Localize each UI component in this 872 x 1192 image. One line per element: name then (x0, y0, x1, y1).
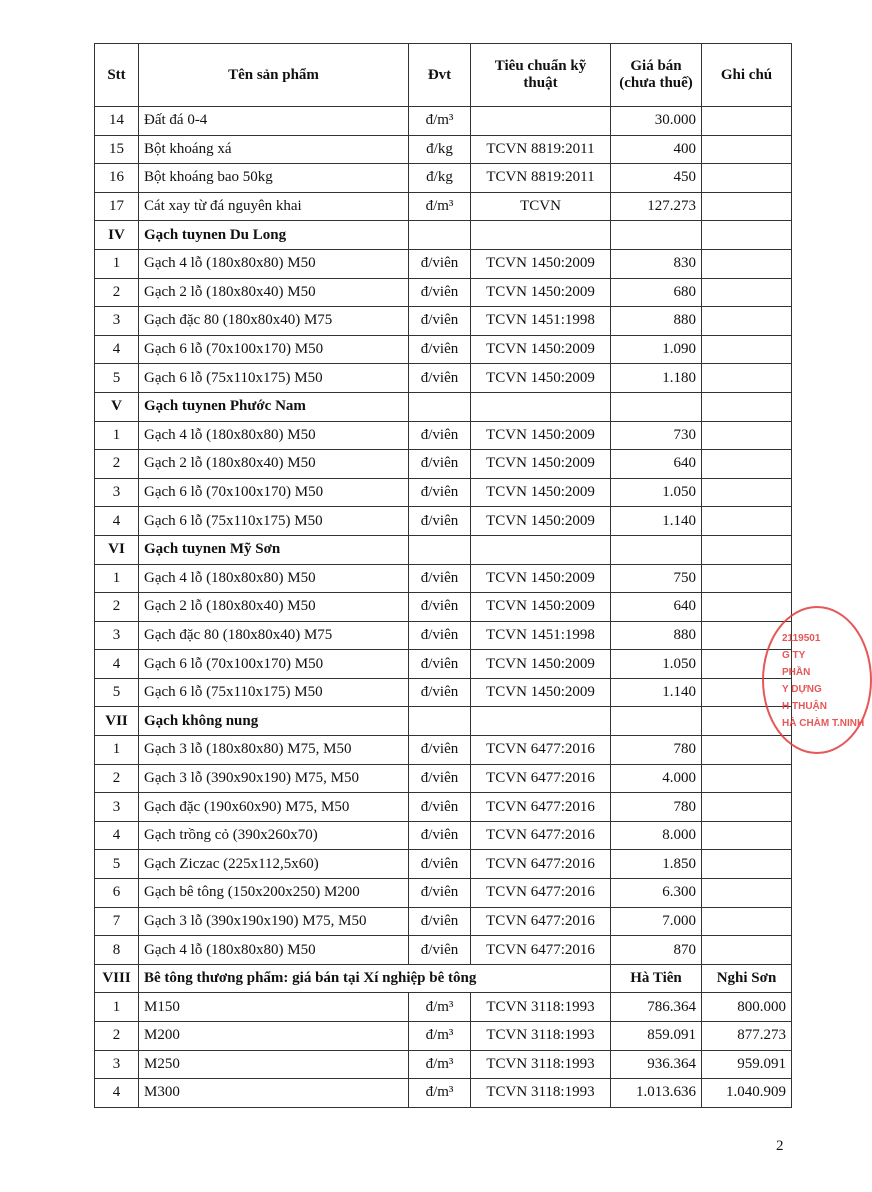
cell-standard: TCVN 1450:2009 (471, 678, 611, 707)
section-row (95, 392, 792, 421)
cell-standard: TCVN 8819:2011 (471, 164, 611, 193)
cell-product-name: Gạch bê tông (150x200x250) M200 (139, 879, 409, 908)
cell-unit: đ/viên (409, 249, 471, 278)
cell-standard: TCVN 1450:2009 (471, 507, 611, 536)
cell-unit: đ/viên (409, 307, 471, 336)
cell-unit: đ/m³ (409, 993, 471, 1022)
table-row (95, 621, 792, 650)
table-row (95, 850, 792, 879)
cell-product-name: Gạch đặc (190x60x90) M75, M50 (139, 793, 409, 822)
cell-price: 400 (611, 135, 702, 164)
cell-unit: đ/viên (409, 450, 471, 479)
table-row (95, 1050, 792, 1079)
cell-standard (471, 535, 611, 564)
cell-standard: TCVN 1450:2009 (471, 478, 611, 507)
cell-standard: TCVN 1450:2009 (471, 278, 611, 307)
table-row (95, 564, 792, 593)
cell-note (702, 764, 792, 793)
cell-price: 640 (611, 450, 702, 479)
cell-stt: 4 (95, 335, 139, 364)
cell-standard: TCVN 1450:2009 (471, 564, 611, 593)
cell-note (702, 850, 792, 879)
cell-price: 1.090 (611, 335, 702, 364)
cell-product-name: Gạch tuynen Phước Nam (139, 392, 409, 421)
cell-note: 800.000 (702, 993, 792, 1022)
cell-standard: TCVN 1450:2009 (471, 364, 611, 393)
cell-product-name: Gạch đặc 80 (180x80x40) M75 (139, 307, 409, 336)
cell-standard: TCVN 3118:1993 (471, 1022, 611, 1051)
cell-product-name: Gạch trồng cỏ (390x260x70) (139, 821, 409, 850)
cell-price: 830 (611, 249, 702, 278)
cell-unit: đ/viên (409, 907, 471, 936)
cell-stt: 2 (95, 593, 139, 622)
cell-product-name: M150 (139, 993, 409, 1022)
cell-product-name: Gạch 6 lỗ (75x110x175) M50 (139, 364, 409, 393)
cell-product-name: Gạch 2 lỗ (180x80x40) M50 (139, 278, 409, 307)
cell-product-name: Gạch 4 lỗ (180x80x80) M50 (139, 936, 409, 965)
cell-note (702, 450, 792, 479)
cell-unit: đ/viên (409, 793, 471, 822)
cell-stt: 8 (95, 936, 139, 965)
cell-standard: TCVN 1451:1998 (471, 307, 611, 336)
cell-product-name: Gạch không nung (139, 707, 409, 736)
cell-standard: TCVN (471, 192, 611, 221)
cell-price (611, 392, 702, 421)
table-row (95, 164, 792, 193)
cell-price: 1.180 (611, 364, 702, 393)
cell-product-name: Gạch tuynen Du Long (139, 221, 409, 250)
stamp-line: G TY (782, 650, 806, 661)
cell-stt: IV (95, 221, 139, 250)
cell-stt: 1 (95, 993, 139, 1022)
table-row (95, 364, 792, 393)
table-row (95, 107, 792, 136)
cell-note (702, 421, 792, 450)
cell-stt: 6 (95, 879, 139, 908)
cell-standard: TCVN 1451:1998 (471, 621, 611, 650)
cell-price: 8.000 (611, 821, 702, 850)
cell-price: 1.050 (611, 650, 702, 679)
cell-price: 1.013.636 (611, 1079, 702, 1108)
cell-price: 859.091 (611, 1022, 702, 1051)
cell-standard: TCVN 3118:1993 (471, 1050, 611, 1079)
cell-product-name: M300 (139, 1079, 409, 1108)
table-row (95, 764, 792, 793)
table-row (95, 793, 792, 822)
cell-note (702, 507, 792, 536)
table-body (95, 107, 792, 1108)
cell-price: 6.300 (611, 879, 702, 908)
cell-stt: 3 (95, 307, 139, 336)
table-row (95, 879, 792, 908)
cell-stt: 5 (95, 678, 139, 707)
cell-standard: TCVN 6477:2016 (471, 821, 611, 850)
cell-standard (471, 392, 611, 421)
cell-product-name: Gạch 2 lỗ (180x80x40) M50 (139, 593, 409, 622)
cell-price: 7.000 (611, 907, 702, 936)
cell-unit (409, 535, 471, 564)
cell-price: 30.000 (611, 107, 702, 136)
header-price: Giá bán (chưa thuế) (611, 44, 702, 107)
cell-price: 1.050 (611, 478, 702, 507)
cell-note: 877.273 (702, 1022, 792, 1051)
cell-stt: 5 (95, 850, 139, 879)
cell-stt: 1 (95, 736, 139, 765)
cell-unit: đ/viên (409, 564, 471, 593)
cell-unit: đ/viên (409, 936, 471, 965)
header-unit: Đvt (409, 44, 471, 107)
cell-unit: đ/m³ (409, 192, 471, 221)
cell-price: 880 (611, 307, 702, 336)
cell-note (702, 879, 792, 908)
table-row (95, 993, 792, 1022)
cell-note (702, 221, 792, 250)
cell-stt: 3 (95, 621, 139, 650)
cell-price: 936.364 (611, 1050, 702, 1079)
cell-unit (409, 707, 471, 736)
cell-unit: đ/viên (409, 507, 471, 536)
cell-product-name: Đất đá 0-4 (139, 107, 409, 136)
cell-product-name: Cát xay từ đá nguyên khai (139, 192, 409, 221)
table-row (95, 307, 792, 336)
cell-product-name: Gạch 3 lỗ (180x80x80) M75, M50 (139, 736, 409, 765)
cell-stt: VI (95, 535, 139, 564)
cell-stt: 16 (95, 164, 139, 193)
cell-unit: đ/viên (409, 736, 471, 765)
cell-price: 780 (611, 793, 702, 822)
cell-stt: 17 (95, 192, 139, 221)
cell-unit: đ/viên (409, 764, 471, 793)
cell-product-name: Gạch 6 lỗ (70x100x170) M50 (139, 650, 409, 679)
cell-stt: 4 (95, 507, 139, 536)
table-row (95, 335, 792, 364)
cell-stt: 1 (95, 564, 139, 593)
cell-standard: TCVN 1450:2009 (471, 650, 611, 679)
cell-note (702, 392, 792, 421)
table-row (95, 736, 792, 765)
cell-unit (409, 392, 471, 421)
cell-price (611, 535, 702, 564)
cell-stt: 4 (95, 650, 139, 679)
cell-standard (471, 107, 611, 136)
cell-stt: 2 (95, 450, 139, 479)
cell-product-name: Gạch 4 lỗ (180x80x80) M50 (139, 249, 409, 278)
cell-note (702, 192, 792, 221)
cell-price: 730 (611, 421, 702, 450)
cell-product-name: Gạch 6 lỗ (70x100x170) M50 (139, 478, 409, 507)
cell-stt: 3 (95, 478, 139, 507)
table-row (95, 936, 792, 965)
cell-stt: V (95, 392, 139, 421)
cell-stt: 2 (95, 278, 139, 307)
header-stt: Stt (95, 44, 139, 107)
cell-price (611, 707, 702, 736)
cell-standard: TCVN 6477:2016 (471, 850, 611, 879)
cell-product-name: Gạch 3 lỗ (390x190x190) M75, M50 (139, 907, 409, 936)
table-row (95, 249, 792, 278)
stamp-line: 2119501 (782, 633, 821, 644)
cell-price: 1.140 (611, 678, 702, 707)
cell-unit: đ/m³ (409, 1022, 471, 1051)
cell-price: 4.000 (611, 764, 702, 793)
cell-standard: TCVN 3118:1993 (471, 993, 611, 1022)
cell-standard: TCVN 1450:2009 (471, 450, 611, 479)
cell-product-name: M200 (139, 1022, 409, 1051)
cell-unit: đ/viên (409, 278, 471, 307)
stamp-line: HÀ CHÀM T.NINH (782, 718, 865, 729)
cell-product-name: Bột khoáng xá (139, 135, 409, 164)
cell-price: 640 (611, 593, 702, 622)
cell-price: Hà Tiên (611, 964, 702, 993)
section-row (95, 535, 792, 564)
cell-product-name: Gạch 3 lỗ (390x90x190) M75, M50 (139, 764, 409, 793)
cell-stt: 1 (95, 249, 139, 278)
cell-unit: đ/viên (409, 650, 471, 679)
cell-standard (471, 221, 611, 250)
price-table (94, 43, 792, 1108)
cell-price (611, 221, 702, 250)
cell-product-name: Bột khoáng bao 50kg (139, 164, 409, 193)
table-row (95, 192, 792, 221)
header-note: Ghi chú (702, 44, 792, 107)
cell-unit: đ/viên (409, 850, 471, 879)
cell-price: 880 (611, 621, 702, 650)
company-stamp (762, 606, 872, 754)
cell-note (702, 107, 792, 136)
cell-unit: đ/viên (409, 678, 471, 707)
cell-unit: đ/viên (409, 335, 471, 364)
table-row (95, 593, 792, 622)
cell-standard: TCVN 6477:2016 (471, 936, 611, 965)
cell-product-name: M250 (139, 1050, 409, 1079)
cell-price: 680 (611, 278, 702, 307)
cell-stt: 14 (95, 107, 139, 136)
cell-note: 1.040.909 (702, 1079, 792, 1108)
cell-product-name: Gạch 4 lỗ (180x80x80) M50 (139, 421, 409, 450)
cell-stt: 1 (95, 421, 139, 450)
cell-standard: TCVN 6477:2016 (471, 793, 611, 822)
cell-note: 959.091 (702, 1050, 792, 1079)
stamp-line: H THUẬN (782, 701, 827, 712)
cell-stt: 7 (95, 907, 139, 936)
cell-unit: đ/viên (409, 593, 471, 622)
cell-price: 780 (611, 736, 702, 765)
cell-note (702, 249, 792, 278)
cell-product-name: Gạch 4 lỗ (180x80x80) M50 (139, 564, 409, 593)
table-row (95, 678, 792, 707)
cell-standard: TCVN 8819:2011 (471, 135, 611, 164)
cell-stt: 2 (95, 1022, 139, 1051)
section-row (95, 707, 792, 736)
cell-standard: TCVN 3118:1993 (471, 1079, 611, 1108)
cell-note (702, 364, 792, 393)
page-number: 2 (776, 1138, 784, 1154)
cell-note (702, 736, 792, 765)
table-row (95, 1079, 792, 1108)
cell-unit: đ/kg (409, 135, 471, 164)
cell-standard (471, 707, 611, 736)
cell-stt: 3 (95, 1050, 139, 1079)
cell-price: 750 (611, 564, 702, 593)
section-row (95, 221, 792, 250)
cell-product-name: Gạch 6 lỗ (70x100x170) M50 (139, 335, 409, 364)
table-row (95, 135, 792, 164)
cell-unit: đ/viên (409, 879, 471, 908)
cell-product-name: Gạch 6 lỗ (75x110x175) M50 (139, 507, 409, 536)
cell-stt: 4 (95, 1079, 139, 1108)
table-header-row (95, 44, 792, 107)
stamp-line: PHẦN (782, 667, 811, 678)
cell-unit: đ/viên (409, 478, 471, 507)
cell-note (702, 164, 792, 193)
table-row (95, 421, 792, 450)
cell-note (702, 478, 792, 507)
cell-stt: 4 (95, 821, 139, 850)
cell-standard: TCVN 1450:2009 (471, 593, 611, 622)
table-row (95, 507, 792, 536)
header-standard: Tiêu chuẩn kỹ thuật (471, 44, 611, 107)
table-row (95, 478, 792, 507)
cell-stt: VIII (95, 964, 139, 993)
cell-price: 870 (611, 936, 702, 965)
cell-product-name: Gạch đặc 80 (180x80x40) M75 (139, 621, 409, 650)
cell-note (702, 535, 792, 564)
cell-standard: TCVN 1450:2009 (471, 249, 611, 278)
table-row (95, 450, 792, 479)
cell-product-name: Gạch 6 lỗ (75x110x175) M50 (139, 678, 409, 707)
cell-standard: TCVN 1450:2009 (471, 335, 611, 364)
table-row (95, 278, 792, 307)
stamp-line: Y DỰNG (782, 684, 822, 695)
cell-unit: đ/viên (409, 364, 471, 393)
cell-price: 127.273 (611, 192, 702, 221)
cell-stt: VII (95, 707, 139, 736)
cell-unit: đ/viên (409, 421, 471, 450)
cell-stt: 2 (95, 764, 139, 793)
cell-section-title: Bê tông thương phẩm: giá bán tại Xí nghiệp bê tông (139, 964, 611, 993)
cell-note (702, 821, 792, 850)
cell-price: 1.850 (611, 850, 702, 879)
cell-product-name: Gạch tuynen Mỹ Sơn (139, 535, 409, 564)
cell-note (702, 593, 792, 622)
cell-unit (409, 221, 471, 250)
cell-price: 450 (611, 164, 702, 193)
cell-stt: 5 (95, 364, 139, 393)
cell-note (702, 936, 792, 965)
cell-note (702, 907, 792, 936)
cell-price: 786.364 (611, 993, 702, 1022)
section-row (95, 964, 792, 993)
table-row (95, 650, 792, 679)
cell-unit: đ/m³ (409, 1079, 471, 1108)
cell-note (702, 793, 792, 822)
cell-note: Nghi Sơn (702, 964, 792, 993)
cell-product-name: Gạch Ziczac (225x112,5x60) (139, 850, 409, 879)
cell-unit: đ/m³ (409, 107, 471, 136)
header-product-name: Tên sản phẩm (139, 44, 409, 107)
cell-note (702, 335, 792, 364)
cell-standard: TCVN 6477:2016 (471, 736, 611, 765)
cell-standard: TCVN 1450:2009 (471, 421, 611, 450)
cell-price: 1.140 (611, 507, 702, 536)
cell-unit: đ/viên (409, 621, 471, 650)
cell-unit: đ/kg (409, 164, 471, 193)
cell-note (702, 564, 792, 593)
cell-stt: 3 (95, 793, 139, 822)
cell-standard: TCVN 6477:2016 (471, 764, 611, 793)
cell-standard: TCVN 6477:2016 (471, 907, 611, 936)
cell-note (702, 278, 792, 307)
cell-unit: đ/m³ (409, 1050, 471, 1079)
cell-note (702, 307, 792, 336)
cell-unit: đ/viên (409, 821, 471, 850)
cell-standard: TCVN 6477:2016 (471, 879, 611, 908)
table-row (95, 907, 792, 936)
table-row (95, 1022, 792, 1051)
cell-product-name: Gạch 2 lỗ (180x80x40) M50 (139, 450, 409, 479)
cell-stt: 15 (95, 135, 139, 164)
cell-note (702, 135, 792, 164)
table-row (95, 821, 792, 850)
